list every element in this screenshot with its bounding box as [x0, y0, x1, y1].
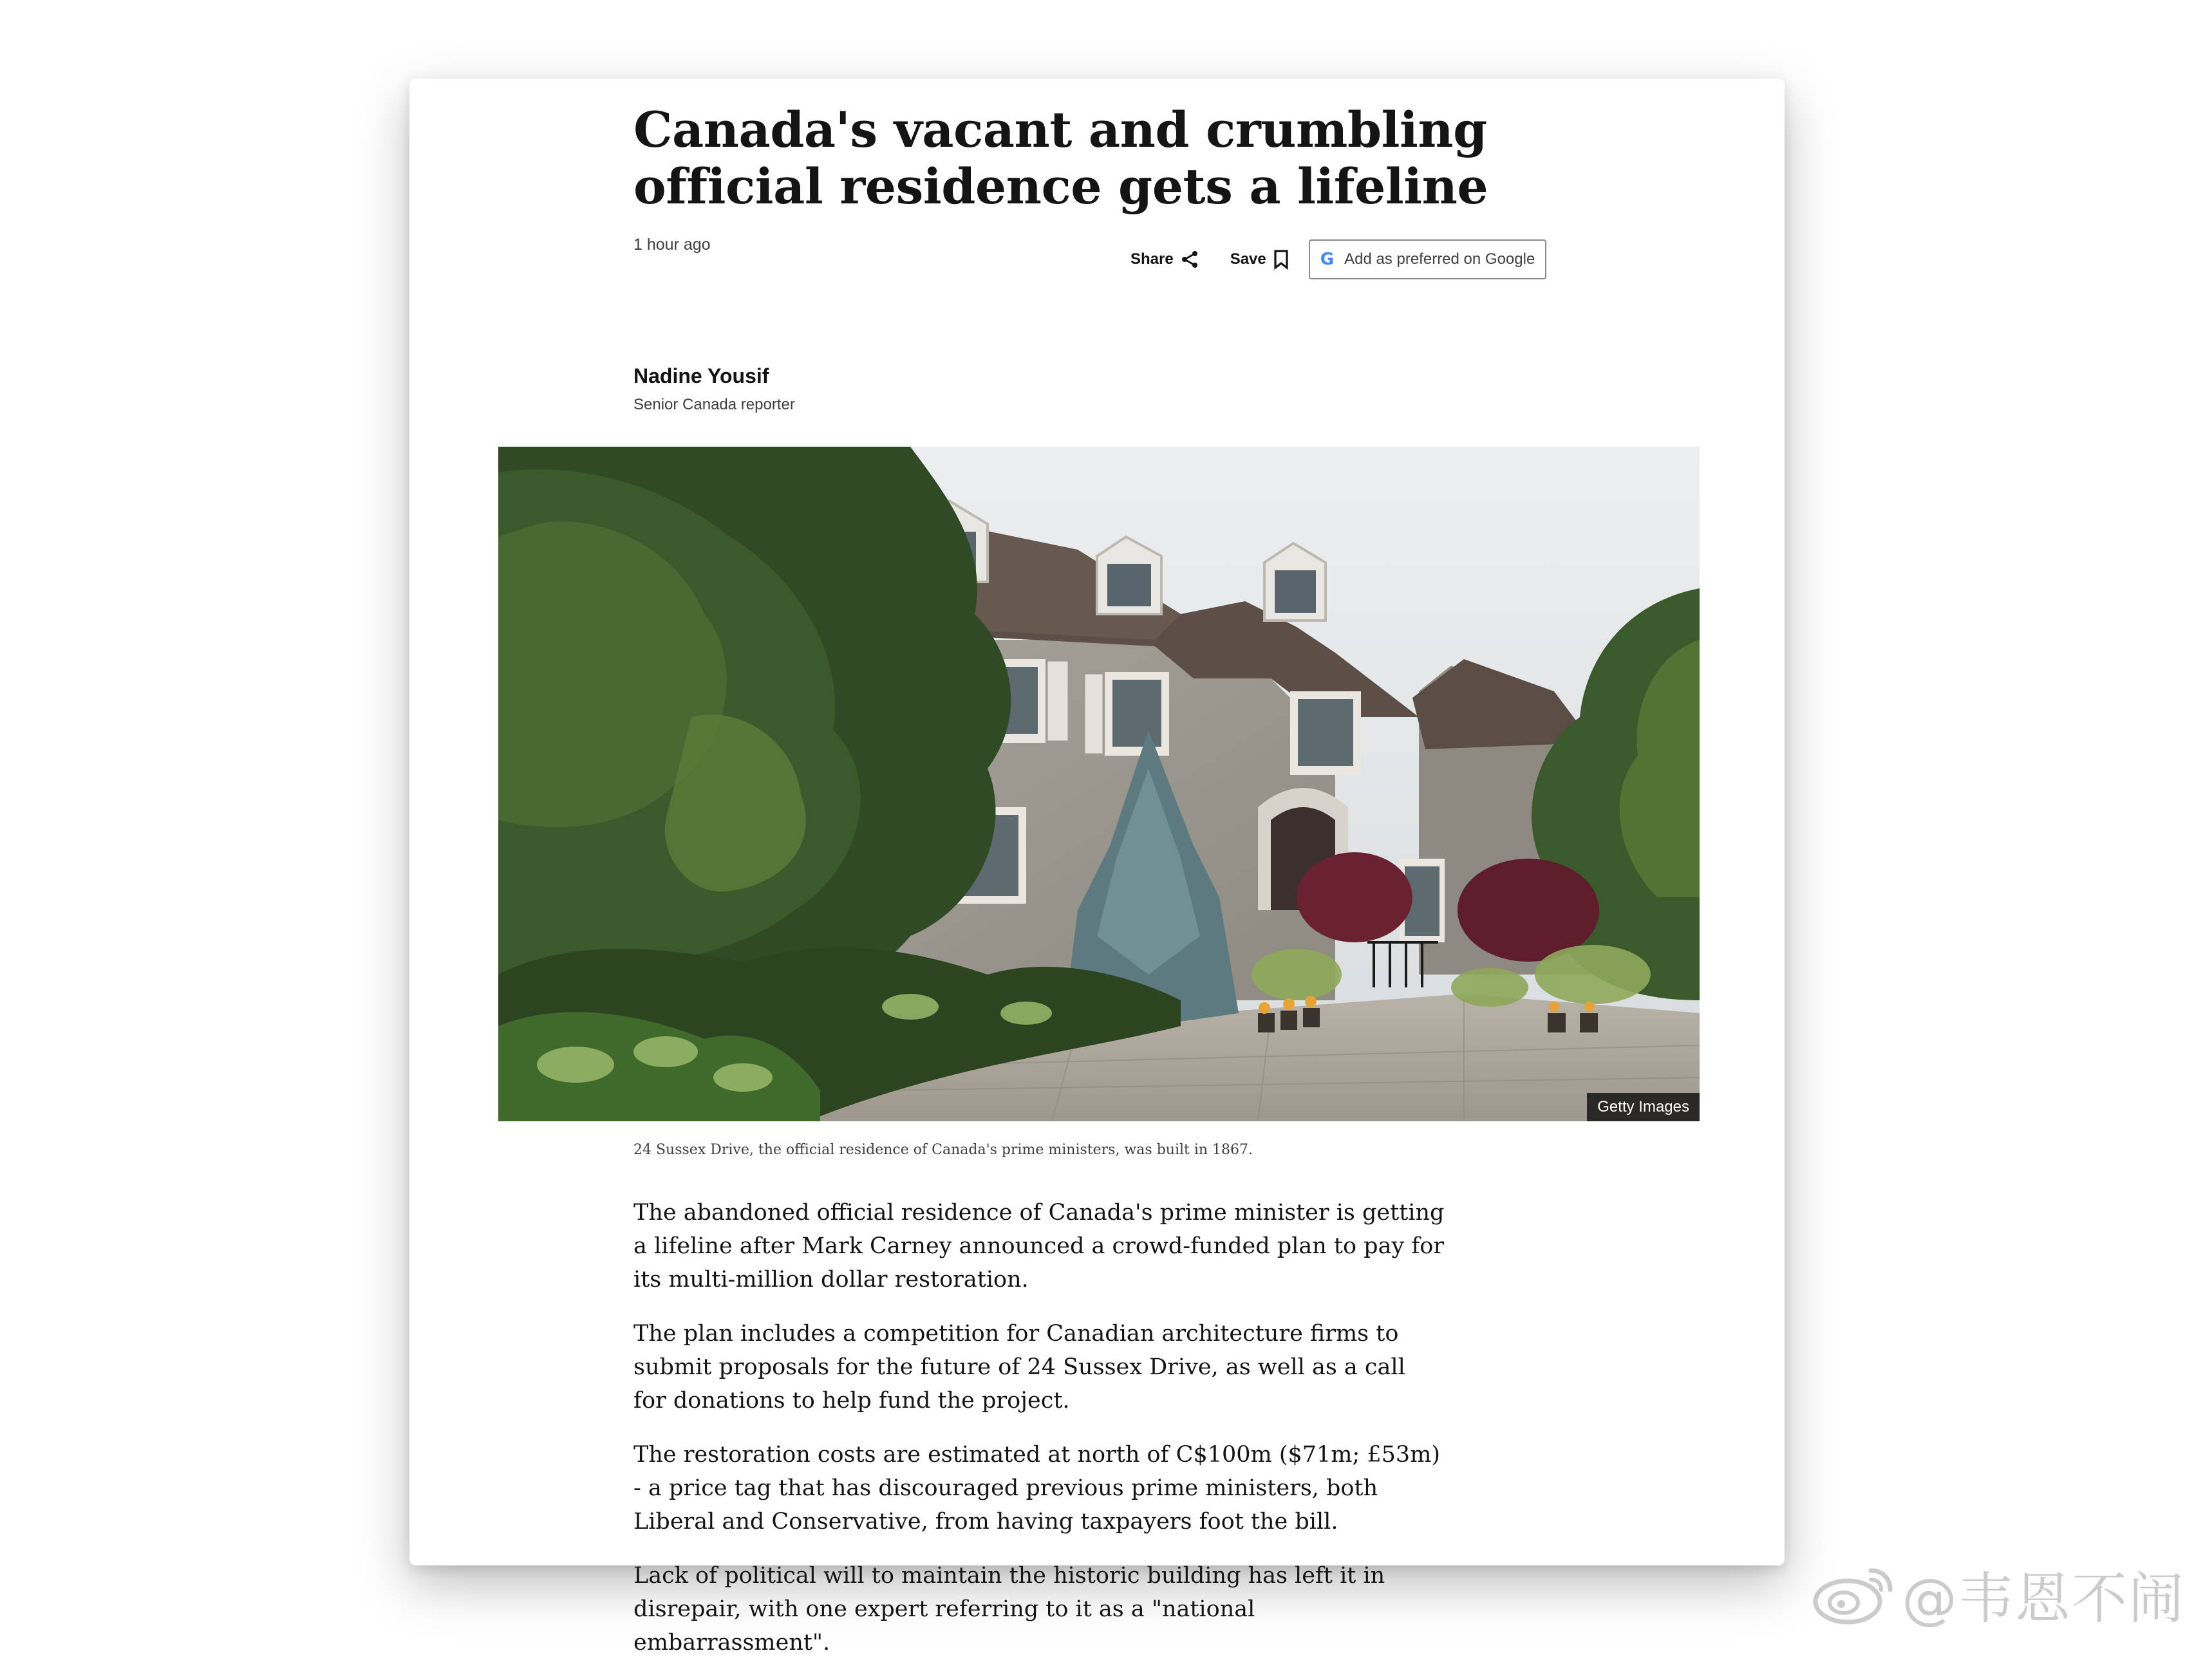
- hero-image: [498, 447, 1700, 1121]
- author-name[interactable]: Nadine Yousif: [633, 364, 769, 387]
- author-role: Senior Canada reporter: [633, 396, 795, 413]
- share-label: Share: [1130, 250, 1174, 268]
- share-icon: [1180, 250, 1199, 269]
- house-photo: [498, 447, 1700, 1121]
- article-timestamp: 1 hour ago: [633, 236, 711, 254]
- body-paragraph: Lack of political will to maintain the historic building has left it in disrepair, with one expert referring to it as a "national embarrassment".: [633, 1563, 1385, 1656]
- weibo-watermark: [1812, 1554, 2185, 1634]
- body-paragraph: The plan includes a competition for Canadian architecture firms to submit proposals for the future of 24 Sussex Drive, as well as a call for donations to help fund the project.: [633, 1321, 1405, 1414]
- weibo-icon: [1812, 1562, 1895, 1626]
- watermark-text: @韦恩不闹: [1902, 1567, 2185, 1631]
- google-g-icon: G: [1320, 250, 1335, 269]
- body-paragraph: The restoration costs are estimated at north of C$100m ($71m; £53m) - a price tag that has discouraged previous prime ministers, both Liberal and Conservative, from having taxpayers foot the bill.: [633, 1442, 1441, 1535]
- share-button[interactable]: [1130, 250, 1199, 269]
- image-caption: 24 Sussex Drive, the official residence of Canada's prime ministers, was built in 1867.: [633, 1142, 1253, 1158]
- article-headline: Canada's vacant and crumbling official residence gets a lifeline: [633, 101, 1488, 215]
- article-actions: [1130, 238, 1546, 281]
- bookmark-icon: [1273, 249, 1289, 270]
- google-button-label: Add as preferred on Google: [1344, 250, 1535, 268]
- article-window: [409, 79, 1785, 1656]
- body-paragraph: The abandoned official residence of Canada's prime minister is getting a lifeline after Mark Carney announced a crowd-funded plan to pay for its multi-million dollar restoration.: [633, 1200, 1445, 1293]
- save-button[interactable]: [1230, 249, 1289, 270]
- save-label: Save: [1230, 250, 1266, 268]
- add-preferred-google-button[interactable]: [1309, 239, 1547, 279]
- image-credit: Getty Images: [1587, 1093, 1700, 1121]
- article-body: [633, 1196, 1445, 1680]
